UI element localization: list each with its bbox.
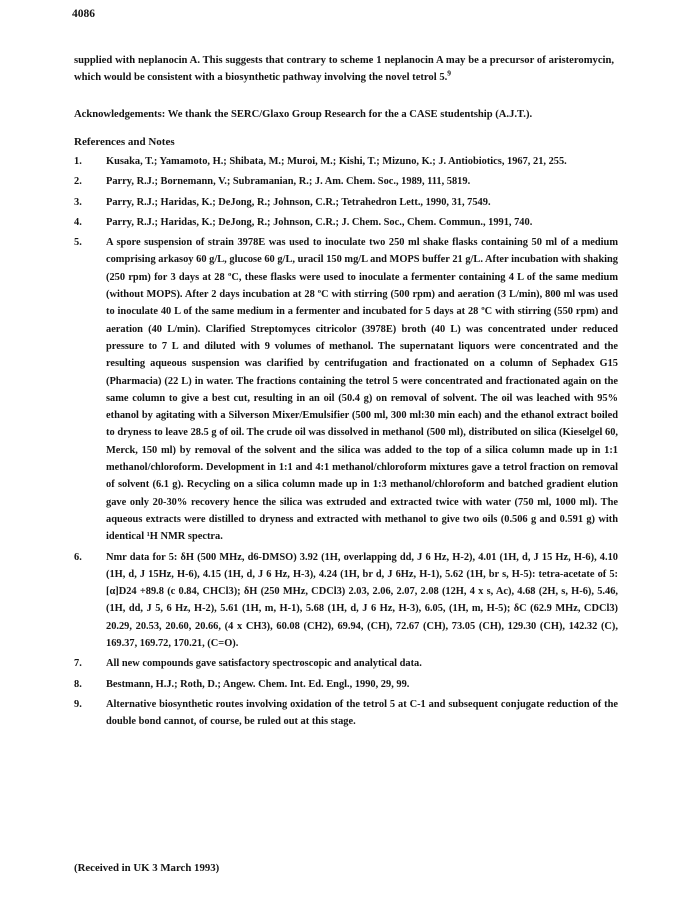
references-heading: References and Notes (74, 136, 175, 148)
references-list (74, 153, 618, 734)
page-number: 4086 (72, 8, 95, 20)
reference-number: 3. (74, 196, 82, 208)
reference-number: 5. (74, 237, 82, 249)
reference-item (74, 214, 618, 231)
reference-number: 2. (74, 176, 82, 188)
reference-number: 7. (74, 658, 82, 670)
reference-text: Parry, R.J.; Bornemann, V.; Subramanian, R.; J. Am. Chem. Soc., 1989, 111, 5819. (106, 176, 471, 188)
intro-paragraph (74, 52, 614, 87)
reference-text: Parry, R.J.; Haridas, K.; DeJong, R.; Johnson, C.R.; J. Chem. Soc., Chem. Commun., 1991, 740. (106, 216, 533, 228)
reference-item (74, 153, 618, 170)
reference-text: Parry, R.J.; Haridas, K.; DeJong, R.; Johnson, C.R.; Tetrahedron Lett., 1990, 31, 7549. (106, 196, 491, 208)
reference-item (74, 194, 618, 211)
reference-item (74, 549, 618, 653)
reference-number: 4. (74, 216, 82, 228)
reference-number: 1. (74, 156, 82, 167)
acknowledgements-text: We thank the SERC/Glaxo Group Research for the a CASE studentship (A.J.T.). (167, 109, 533, 120)
acknowledgements-label: Acknowledgements: (74, 109, 166, 120)
reference-item (74, 173, 618, 190)
intro-footnote-marker: 9 (447, 68, 452, 78)
reference-number: 6. (74, 551, 82, 563)
reference-text: A spore suspension of strain 3978E was used to inoculate two 250 ml shake flasks containing 50 ml of a medium comprising arkasoy 60 g/L, glucose 60 g/L, uracil 150 mg/L and MOPS buffer 21 g/L. After incubation with shaking (250 rpm) for 3 days at 28 ºC, these flasks were used to inoculate a fermenter containing 4 L of the same medium (without MOPS). After 2 days incubation at 28 ºC with stirring (500 rpm) and aeration (3 L/min), 800 ml was used to inoculate 40 L of the same medium in a fermenter and incubated for 5 days at 28 ºC with stirring (550 rpm) and aeration (40 L/min). Clarified Streptomyces citricolor (3978E) broth (40 L) was concentrated under reduced pressure to 7 L and diluted with 9 volumes of methanol. The supernatant liquors were concentrated and the resulting aqueous suspension was clarified by centrifugation and fractionated on a column of Sephadex G15 (Pharmacia) (22 L) in water. The fractions containing the tetrol 5 were concentrated and fractionated again on the same column to give a best cut, resulting in an oil (50.4 g) on removal of solvent. The oil was leached with 95% ethanol by agitating with a Silverson Mixer/Emulsifier (500 ml, 300 ml:30 min each) and the ethanol extract boiled to dryness to leave 28.5 g of oil. The crude oil was dissolved in methanol (500 ml), distributed on silica (Kieselgel 60, Merck, 150 ml) by removal of the solvent and the silica was added to the top of a silica column made up in 1:1 methanol/chloroform. Development in 1:1 and 4:1 methanol/chloroform mixtures gave a tetrol fraction on removal of solvent (6.1 g). Recycling on a silica column made up in 1:3 methanol/chloroform and batched gradient elution gave only 20-30% recovery hence the silica was extruded and extracted twice with water (750 ml, 1000 ml). The aqueous extracts were distilled to dryness and extracted with methanol to give two oils (0.506 g and 0.591 g) with identical ¹H NMR spectra. (106, 237, 618, 543)
reference-text: Alternative biosynthetic routes involving oxidation of the tetrol 5 at C-1 and subsequent conjugate reduction of the double bond cannot, of course, be ruled out at this stage. (106, 698, 618, 728)
reference-item (74, 676, 618, 693)
reference-number: 9. (74, 698, 82, 710)
reference-text: All new compounds gave satisfactory spectroscopic and analytical data. (106, 658, 422, 670)
intro-text: supplied with neplanocin A. This suggests that contrary to scheme 1 neplanocin A may be a precursor of aristeromycin, which would be consistent with a biosynthetic pathway involving the novel tetrol 5. (74, 55, 614, 84)
reference-text: Nmr data for 5: δH (500 MHz, d6-DMSO) 3.92 (1H, overlapping dd, J 6 Hz, H-2), 4.01 (1H, d, J 15 Hz, H-6), 4.10 (1H, d, J 15Hz, H-6), 4.15 (1H, d, J 6 Hz, H-3), 4.24 (1H, br d, J 6Hz, H-1), 5.62 (1H, br s, H-5): tetra-acetate of 5: [α]D24 +89.8 (c 0.84, CHCl3); δH (250 MHz, CDCl3) 2.03, 2.06, 2.07, 2.08 (12H, 4 x s, Ac), 4.68 (2H, s, H-6), 5.46, (1H, dd, J 5, 6 Hz, H-2), 5.61 (1H, m, H-1), 5.68 (1H, d, J 6 Hz, H-3), 6.05, (1H, m, H-5); δC (62.9 MHz, CDCl3) 20.29, 20.53, 20.60, 20.66, (4 x CH3), 60.08 (CH2), 69.94, (CH), 72.67 (CH), 73.05 (CH), 129.30 (CH), 142.32 (C), 169.37, 169.72, 170.21, (C=O). (106, 551, 618, 650)
reference-item (74, 655, 618, 672)
received-date: (Received in UK 3 March 1993) (74, 862, 220, 874)
reference-item (74, 234, 618, 545)
reference-number: 8. (74, 678, 82, 690)
acknowledgements (74, 106, 614, 123)
reference-text: Kusaka, T.; Yamamoto, H.; Shibata, M.; Muroi, M.; Kishi, T.; Mizuno, K.; J. Antiobiotics, 1967, 21, 255. (106, 156, 567, 167)
reference-text: Bestmann, H.J.; Roth, D.; Angew. Chem. Int. Ed. Engl., 1990, 29, 99. (106, 678, 410, 690)
reference-item (74, 696, 618, 731)
